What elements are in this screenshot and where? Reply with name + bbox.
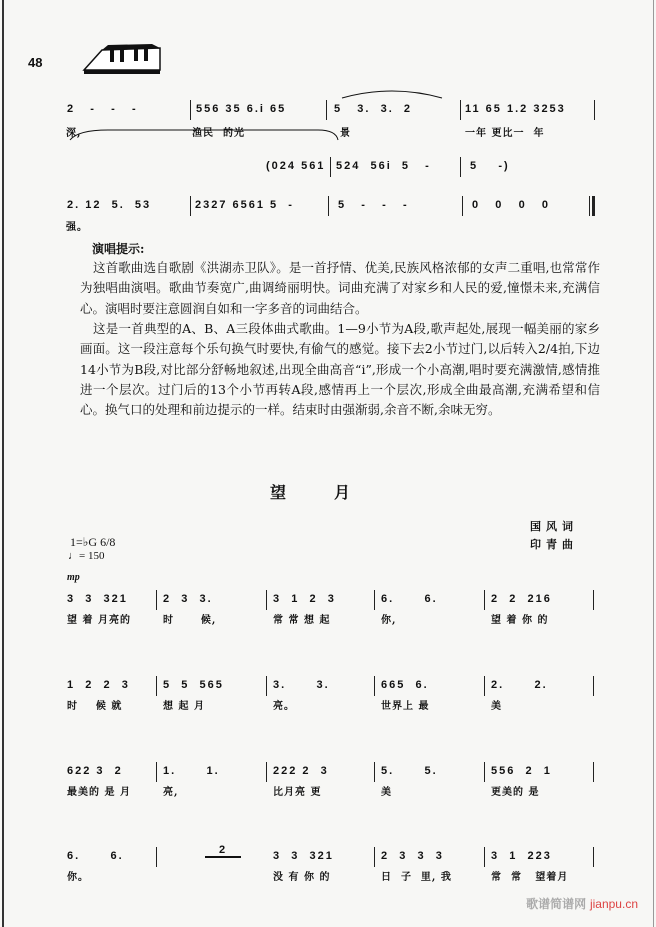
barline <box>330 157 331 177</box>
barline <box>190 196 191 216</box>
barline <box>460 157 461 177</box>
final-barline <box>592 196 595 216</box>
measure: 2 3 3 3 <box>381 850 444 862</box>
barline <box>589 196 590 216</box>
barline <box>156 676 157 696</box>
lyric: 望 着 你 的 <box>491 615 549 626</box>
lyric: 亮, <box>163 787 179 798</box>
measure: 3 3 321 <box>67 593 128 605</box>
barline <box>462 196 463 216</box>
lyric: 深, <box>66 128 82 139</box>
lyricist-credit: 国风词 <box>530 520 578 533</box>
lyric: 美 <box>491 701 502 712</box>
measure: 622 3 2 <box>67 765 123 777</box>
watermark-cn: 歌谱简谱网 <box>526 897 587 911</box>
measure: 665 6. <box>381 679 429 691</box>
barline <box>266 676 267 696</box>
lyric: 日 子 里, 我 <box>381 872 452 883</box>
measure: 5 5 565 <box>163 679 224 691</box>
measure: 2 2 216 <box>491 593 552 605</box>
measure: 1 2 2 3 <box>67 679 130 691</box>
measure: 11 65 1.2 3253 <box>465 103 566 115</box>
barline <box>190 100 191 120</box>
piano-keys-logo <box>82 42 162 76</box>
barline <box>594 100 595 120</box>
barline <box>374 847 375 867</box>
tips-heading: 演唱提示: <box>92 242 145 256</box>
measure: 5 -) <box>470 160 510 172</box>
dynamic-marking: mp <box>67 572 80 583</box>
lyric: 常 常 望着月 <box>491 872 569 883</box>
measure: (024 561 <box>266 160 326 172</box>
page-border <box>653 0 654 927</box>
barline <box>266 590 267 610</box>
barline <box>460 100 461 120</box>
barline <box>328 196 329 216</box>
measure: 3. 3. <box>273 679 330 691</box>
tips-paragraph: 这首歌曲选自歌剧《洪湖赤卫队》。是一首抒情、优美,民族风格浓郁的女声二重唱,也常常作为独唱曲演唱。歌曲节奏宽广,曲调绮丽明快。词曲充满了对家乡和人民的爱,憧憬未来,充满信心。演唱时要注意圆润自如和一字多音的词曲结合。 <box>80 260 600 316</box>
measure: 5. 5. <box>381 765 438 777</box>
barline <box>266 762 267 782</box>
measure: 3 1 2 3 <box>273 593 336 605</box>
barline <box>374 676 375 696</box>
lyric: 时 候 就 <box>67 701 123 712</box>
tempo-marking: ♩= 150 <box>68 550 105 562</box>
measure: 524 56i 5 - <box>336 160 431 172</box>
page-border <box>2 0 4 927</box>
measure: 6. 6. <box>381 593 438 605</box>
lyric: 渔民 的光 <box>192 128 245 139</box>
barline <box>156 762 157 782</box>
tips-paragraph: 这是一首典型的A、B、A三段体曲式歌曲。1—9小节为A段,歌声起处,展现一幅美丽的家乡画面。这一段注意每个乐句换气时要快,有偷气的感觉。接下去2小节过门,以后转入2/4拍,下边14小节为B段,对比部分舒畅地叙述,出现全曲高音“i”,形成一个小高潮,唱时要充满激情,感情推进一个层次。过门后的13个小节再转A段,感情再上一个层次,形成全曲最高潮,充满希望和信心。换气口的处理和前边提示的一样。结束时由强渐弱,余音不断,余味无穷。 <box>80 321 600 418</box>
lyric: 强。 <box>66 222 88 233</box>
measure: 5 3. 3. 2 <box>334 103 412 115</box>
barline <box>484 762 485 782</box>
lyric: 望 着 月亮的 <box>67 615 131 626</box>
page-number: 48 <box>28 55 43 70</box>
measure: 556 35 6.i 65 <box>196 103 287 115</box>
barline <box>156 590 157 610</box>
barline <box>593 590 594 610</box>
barline <box>593 762 594 782</box>
measure: 6. 6. <box>67 850 124 862</box>
lyric: 常 常 想 起 <box>273 615 331 626</box>
lyric: 没 有 你 的 <box>273 872 331 883</box>
lyric: 比月亮 更 <box>273 787 322 798</box>
measure: 0 0 0 0 <box>472 199 550 211</box>
lyric: 更美的 是 <box>491 787 540 798</box>
measure: 222 2 3 <box>273 765 329 777</box>
composer-credit: 印青曲 <box>530 538 578 551</box>
barline <box>484 590 485 610</box>
key-signature: 1=♭G 6/8 <box>70 535 116 549</box>
measure: 2327 6561 5 - <box>195 199 294 211</box>
measure: 3 1 223 <box>491 850 552 862</box>
measure: 2. 12 5. 53 <box>67 199 152 211</box>
barline <box>374 762 375 782</box>
barline <box>484 676 485 696</box>
lyric: 时 候, <box>163 615 217 626</box>
rest-measure-count: 2 <box>205 844 241 858</box>
measure: 1. 1. <box>163 765 220 777</box>
barline <box>326 100 327 120</box>
lyric: 一年 更比一 年 <box>465 128 545 139</box>
lyric: 你, <box>381 615 397 626</box>
measure: 3 3 321 <box>273 850 334 862</box>
slur <box>340 88 445 100</box>
barline <box>374 590 375 610</box>
lyric: 亮。 <box>273 701 295 712</box>
measure: 2 3 3. <box>163 593 213 605</box>
lyric: 想 起 月 <box>163 701 205 712</box>
measure: 556 2 1 <box>491 765 552 777</box>
barline <box>593 847 594 867</box>
measure: 2. 2. <box>491 679 548 691</box>
lyric: 景 <box>340 128 351 139</box>
lyric: 你。 <box>67 872 89 883</box>
lyric: 世界上 最 <box>381 701 430 712</box>
watermark <box>526 895 638 912</box>
lyric: 最美的 是 月 <box>67 787 131 798</box>
slur <box>68 128 343 142</box>
barline <box>156 847 157 867</box>
barline <box>484 847 485 867</box>
measure: 2 - - - <box>67 103 138 115</box>
measure: 5 - - - <box>338 199 409 211</box>
barline <box>593 676 594 696</box>
watermark-en: jianpu.cn <box>589 897 638 911</box>
song-title: 望月 <box>270 483 399 502</box>
lyric: 美 <box>381 787 392 798</box>
